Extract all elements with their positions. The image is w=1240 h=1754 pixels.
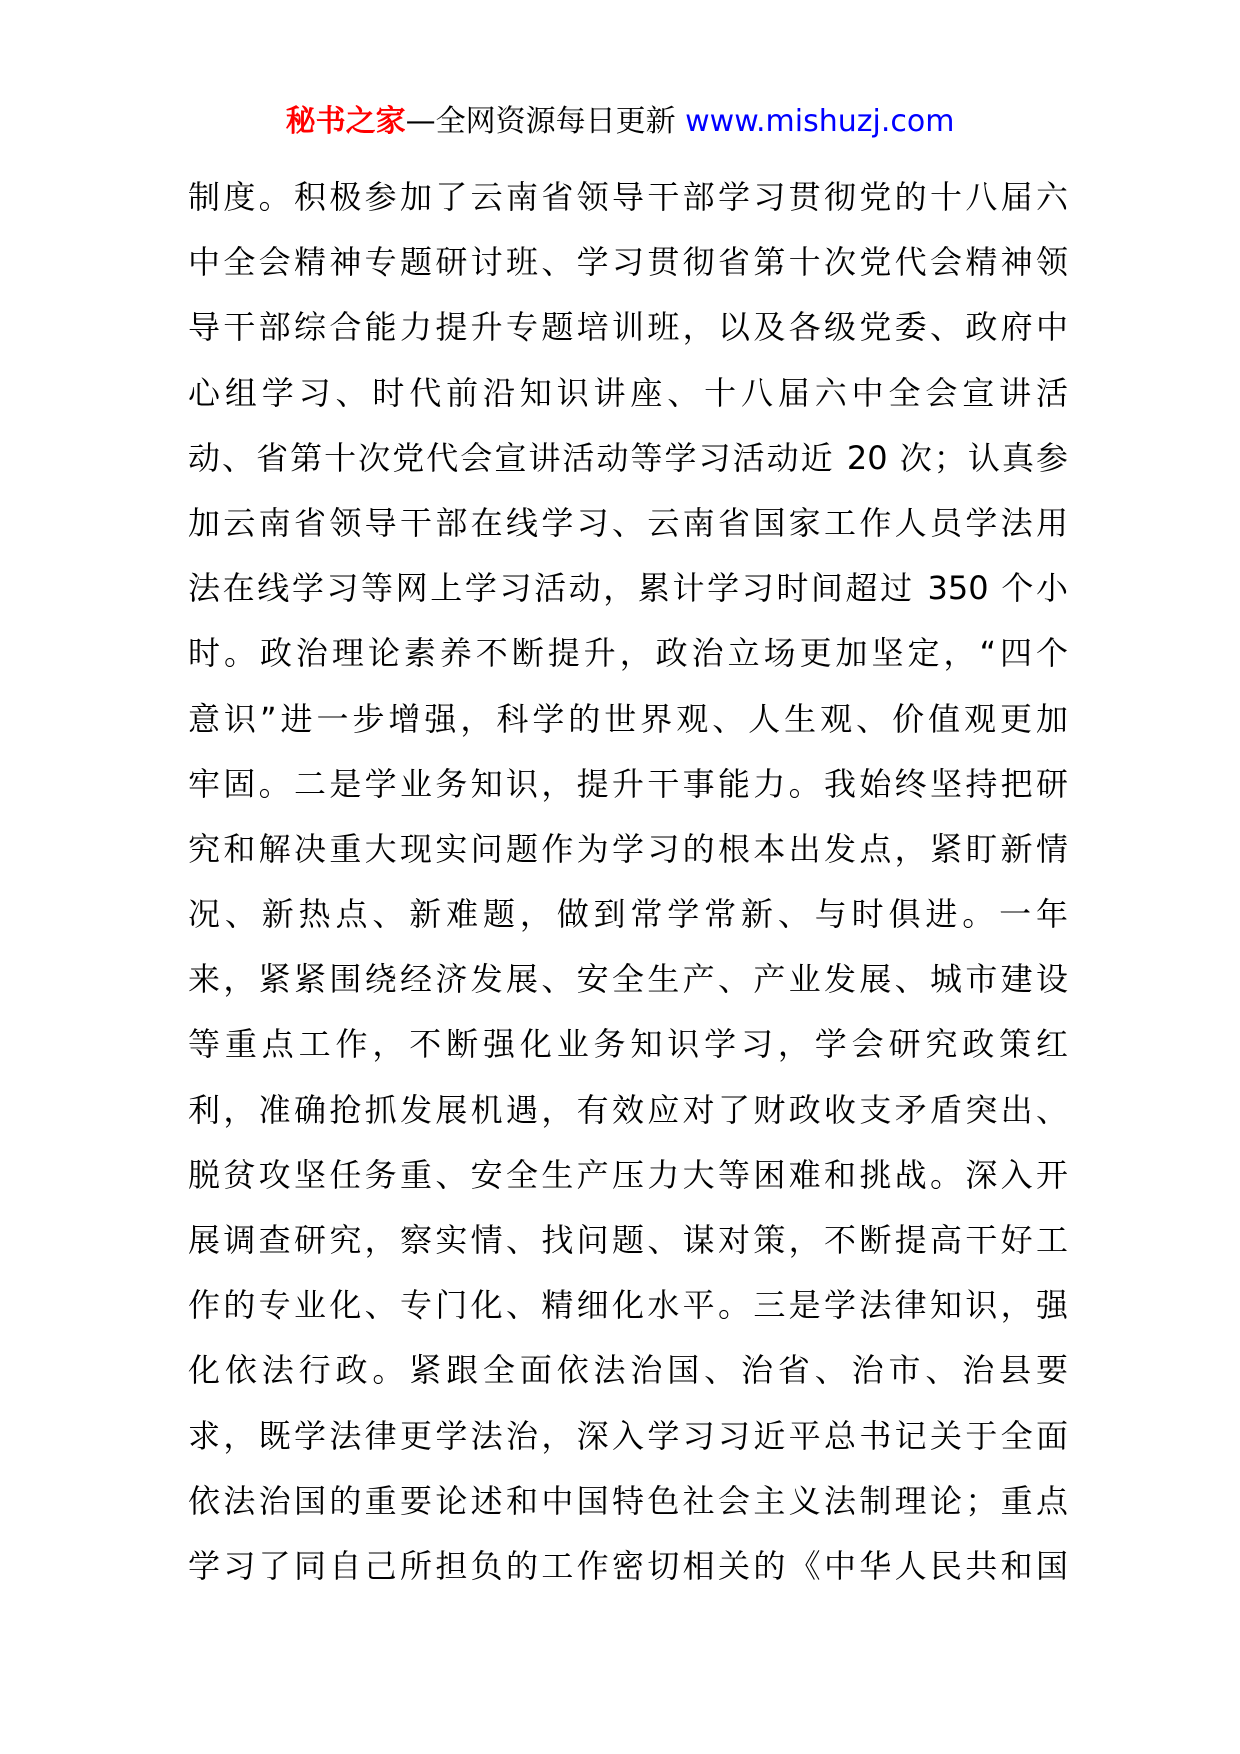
text-line: 意识”进一步增强，科学的世界观、人生观、价值观更加	[188, 699, 1068, 738]
body-paragraph	[188, 165, 1068, 1599]
text-line: 来，紧紧围绕经济发展、安全生产、产业发展、城市建设	[188, 960, 1068, 999]
page-header	[0, 100, 1240, 144]
text-line: 利，准确抢抓发展机遇，有效应对了财政收支矛盾突出、	[188, 1090, 1068, 1129]
text-line: 学习了同自己所担负的工作密切相关的《中华人民共和国	[188, 1546, 1068, 1585]
text-line: 求，既学法律更学法治，深入学习习近平总书记关于全面	[188, 1416, 1068, 1455]
header-brand: 秘书之家	[285, 104, 406, 139]
text-line: 化依法行政。紧跟全面依法治国、治省、治市、治县要	[188, 1351, 1068, 1390]
text-line: 导干部综合能力提升专题培训班，以及各级党委、政府中	[188, 308, 1068, 347]
text-line: 脱贫攻坚任务重、安全生产压力大等困难和挑战。深入开	[188, 1155, 1068, 1194]
text-line: 中全会精神专题研讨班、学习贯彻省第十次党代会精神领	[188, 243, 1068, 282]
text-line: 心组学习、时代前沿知识讲座、十八届六中全会宣讲活	[188, 373, 1068, 412]
text-line: 展调查研究，察实情、找问题、谋对策，不断提高干好工	[188, 1221, 1068, 1259]
header-tagline: —全网资源每日更新	[405, 104, 676, 139]
text-line: 法在线学习等网上学习活动，累计学习时间超过 350 个小	[188, 569, 1068, 608]
text-line: 动、省第十次党代会宣讲活动等学习活动近 20 次；认真参	[188, 438, 1068, 477]
text-line: 时。政治理论素养不断提升，政治立场更加坚定，“四个	[188, 634, 1068, 673]
header-site-link[interactable]: www.mishuzj.com	[685, 104, 955, 139]
text-line: 究和解决重大现实问题作为学习的根本出发点，紧盯新情	[188, 829, 1068, 868]
text-line: 制度。积极参加了云南省领导干部学习贯彻党的十八届六	[188, 178, 1068, 216]
text-line: 依法治国的重要论述和中国特色社会主义法制理论；重点	[188, 1481, 1068, 1520]
text-line: 作的专业化、专门化、精细化水平。三是学法律知识，强	[188, 1286, 1068, 1325]
text-line: 加云南省领导干部在线学习、云南省国家工作人员学法用	[188, 503, 1068, 542]
text-line: 等重点工作，不断强化业务知识学习，学会研究政策红	[188, 1025, 1068, 1064]
text-line: 况、新热点、新难题，做到常学常新、与时俱进。一年	[188, 895, 1068, 934]
text-line: 牢固。二是学业务知识，提升干事能力。我始终坚持把研	[188, 764, 1068, 803]
